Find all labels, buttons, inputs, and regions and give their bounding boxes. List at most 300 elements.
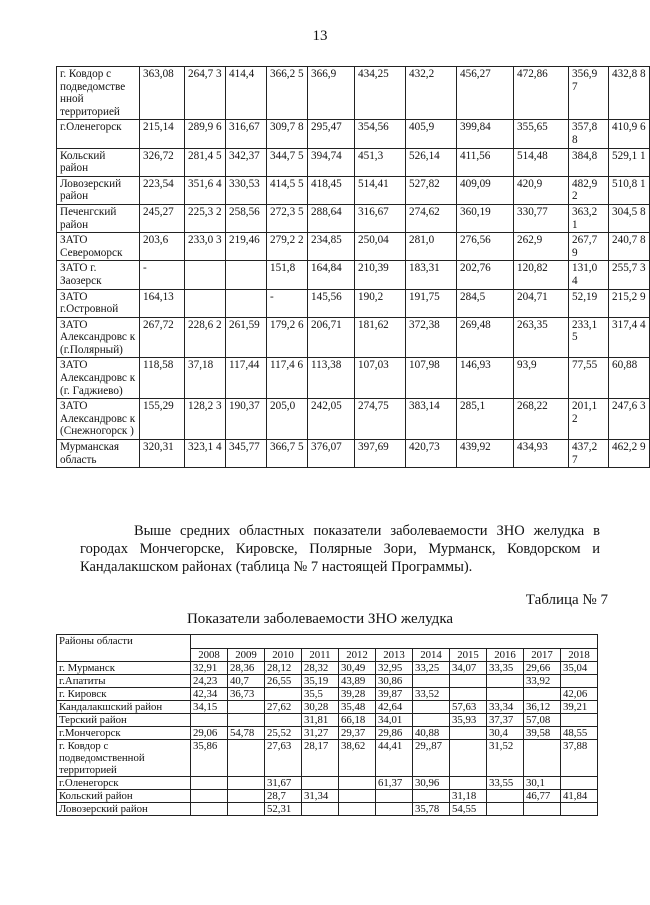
value-cell: 28,36 bbox=[228, 662, 265, 675]
value-cell: 34,15 bbox=[191, 701, 228, 714]
value-cell: 394,74 bbox=[308, 148, 355, 176]
value-cell: 191,75 bbox=[406, 289, 457, 317]
value-cell: 510,8 1 bbox=[609, 176, 650, 204]
value-cell: 30,86 bbox=[376, 675, 413, 688]
region-name-cell: г. Ковдор с подведомственной территорией bbox=[57, 740, 191, 777]
value-cell: 245,27 bbox=[140, 204, 185, 232]
table-row bbox=[57, 777, 598, 790]
table-row bbox=[57, 261, 650, 289]
value-cell bbox=[413, 701, 450, 714]
value-cell: 233,1 5 bbox=[569, 317, 609, 358]
value-cell: 263,35 bbox=[514, 317, 569, 358]
value-cell: 432,8 8 bbox=[609, 67, 650, 120]
value-cell bbox=[413, 675, 450, 688]
value-cell: 32,95 bbox=[376, 662, 413, 675]
year-header-cell: 2017 bbox=[524, 648, 561, 662]
table-row bbox=[57, 662, 598, 675]
value-cell: 183,31 bbox=[406, 261, 457, 289]
value-cell: 482,9 2 bbox=[569, 176, 609, 204]
value-cell: 41,84 bbox=[561, 790, 598, 803]
value-cell: 219,46 bbox=[226, 233, 267, 261]
value-cell: 39,58 bbox=[524, 727, 561, 740]
table-row bbox=[57, 701, 598, 714]
table-row bbox=[57, 714, 598, 727]
region-name-cell: ЗАТО Североморск bbox=[57, 233, 140, 261]
value-cell: 32,91 bbox=[191, 662, 228, 675]
value-cell bbox=[228, 740, 265, 777]
value-cell: 190,37 bbox=[226, 399, 267, 440]
region-name-cell: г.Оленегорск bbox=[57, 120, 140, 148]
value-cell: 202,76 bbox=[457, 261, 514, 289]
table-row bbox=[57, 727, 598, 740]
value-cell: 31,67 bbox=[265, 777, 302, 790]
value-cell: 35,04 bbox=[561, 662, 598, 675]
value-cell: 33,52 bbox=[413, 688, 450, 701]
value-cell: 28,32 bbox=[302, 662, 339, 675]
value-cell: 28,7 bbox=[265, 790, 302, 803]
value-cell bbox=[487, 803, 524, 816]
value-cell bbox=[228, 714, 265, 727]
value-cell: 77,55 bbox=[569, 358, 609, 399]
year-header-cell: 2011 bbox=[302, 648, 339, 662]
value-cell: 399,84 bbox=[457, 120, 514, 148]
value-cell bbox=[487, 688, 524, 701]
value-cell: 250,04 bbox=[355, 233, 406, 261]
value-cell: 33,35 bbox=[487, 662, 524, 675]
value-cell bbox=[524, 688, 561, 701]
value-cell: - bbox=[140, 261, 185, 289]
value-cell bbox=[226, 261, 267, 289]
value-cell: 342,37 bbox=[226, 148, 267, 176]
value-cell: 215,2 9 bbox=[609, 289, 650, 317]
region-name-cell: ЗАТО г.Островной bbox=[57, 289, 140, 317]
value-cell bbox=[561, 803, 598, 816]
year-header-cell: 2016 bbox=[487, 648, 524, 662]
value-cell: 439,92 bbox=[457, 440, 514, 468]
region-name-cell: Кандалакшский район bbox=[57, 701, 191, 714]
value-cell: 434,25 bbox=[355, 67, 406, 120]
value-cell bbox=[561, 675, 598, 688]
value-cell: 26,55 bbox=[265, 675, 302, 688]
value-cell: 269,48 bbox=[457, 317, 514, 358]
value-cell: 37,88 bbox=[561, 740, 598, 777]
region-name-cell: г.Оленегорск bbox=[57, 777, 191, 790]
value-cell bbox=[339, 777, 376, 790]
value-cell: 272,3 5 bbox=[267, 204, 308, 232]
value-cell: 31,52 bbox=[487, 740, 524, 777]
table-row bbox=[57, 740, 598, 777]
value-cell bbox=[376, 790, 413, 803]
value-cell: 437,2 7 bbox=[569, 440, 609, 468]
value-cell: 414,4 bbox=[226, 67, 267, 120]
value-cell: 267,7 9 bbox=[569, 233, 609, 261]
value-cell: 34,01 bbox=[376, 714, 413, 727]
value-cell: 432,2 bbox=[406, 67, 457, 120]
value-cell: 39,21 bbox=[561, 701, 598, 714]
value-cell: 151,8 bbox=[267, 261, 308, 289]
value-cell: 57,63 bbox=[450, 701, 487, 714]
year-header-cell: 2009 bbox=[228, 648, 265, 662]
value-cell bbox=[185, 261, 226, 289]
value-cell: 118,58 bbox=[140, 358, 185, 399]
region-name-cell: ЗАТО Александровс к (Снежногорск ) bbox=[57, 399, 140, 440]
value-cell: 54,78 bbox=[228, 727, 265, 740]
value-cell: 233,0 3 bbox=[185, 233, 226, 261]
value-cell: 247,6 3 bbox=[609, 399, 650, 440]
region-name-cell: г. Кировск bbox=[57, 688, 191, 701]
stomach-cancer-incidence-table bbox=[56, 634, 598, 816]
table-row bbox=[57, 440, 650, 468]
value-cell: 25,52 bbox=[265, 727, 302, 740]
value-cell: 397,69 bbox=[355, 440, 406, 468]
value-cell bbox=[450, 688, 487, 701]
value-cell: 420,73 bbox=[406, 440, 457, 468]
value-cell: 29,66 bbox=[524, 662, 561, 675]
value-cell bbox=[561, 714, 598, 727]
value-cell: 28,17 bbox=[302, 740, 339, 777]
value-cell: 48,55 bbox=[561, 727, 598, 740]
value-cell bbox=[265, 688, 302, 701]
region-name-cell: ЗАТО Александровс к (г.Полярный) bbox=[57, 317, 140, 358]
value-cell: 35,5 bbox=[302, 688, 339, 701]
value-cell: 215,14 bbox=[140, 120, 185, 148]
table-row bbox=[57, 233, 650, 261]
value-cell bbox=[228, 790, 265, 803]
value-cell bbox=[339, 803, 376, 816]
region-name-cell: ЗАТО г. Заозерск bbox=[57, 261, 140, 289]
value-cell: 285,1 bbox=[457, 399, 514, 440]
value-cell: 31,34 bbox=[302, 790, 339, 803]
value-cell: 284,5 bbox=[457, 289, 514, 317]
value-cell: 366,2 5 bbox=[267, 67, 308, 120]
value-cell: 40,7 bbox=[228, 675, 265, 688]
value-cell bbox=[302, 803, 339, 816]
value-cell: 206,71 bbox=[308, 317, 355, 358]
value-cell: 228,6 2 bbox=[185, 317, 226, 358]
value-cell: 46,77 bbox=[524, 790, 561, 803]
value-cell: 354,56 bbox=[355, 120, 406, 148]
table-row bbox=[57, 67, 650, 120]
value-cell: 330,53 bbox=[226, 176, 267, 204]
value-cell: 204,71 bbox=[514, 289, 569, 317]
value-cell: 295,47 bbox=[308, 120, 355, 148]
value-cell: 356,9 7 bbox=[569, 67, 609, 120]
value-cell: 120,82 bbox=[514, 261, 569, 289]
value-cell: 268,22 bbox=[514, 399, 569, 440]
value-cell: 289,9 6 bbox=[185, 120, 226, 148]
page-number: 13 bbox=[312, 28, 328, 44]
value-cell: 27,62 bbox=[265, 701, 302, 714]
value-cell: 451,3 bbox=[355, 148, 406, 176]
value-cell: 35,19 bbox=[302, 675, 339, 688]
table-row bbox=[57, 675, 598, 688]
region-name-cell: г. Мурманск bbox=[57, 662, 191, 675]
value-cell: 117,4 6 bbox=[267, 358, 308, 399]
value-cell bbox=[413, 714, 450, 727]
value-cell: 30,28 bbox=[302, 701, 339, 714]
value-cell: 210,39 bbox=[355, 261, 406, 289]
value-cell: 262,9 bbox=[514, 233, 569, 261]
value-cell: 33,25 bbox=[413, 662, 450, 675]
value-cell bbox=[191, 803, 228, 816]
region-name-cell: Терский район bbox=[57, 714, 191, 727]
value-cell: 363,2 1 bbox=[569, 204, 609, 232]
value-cell: 360,19 bbox=[457, 204, 514, 232]
value-cell: 201,1 2 bbox=[569, 399, 609, 440]
value-cell: 351,6 4 bbox=[185, 176, 226, 204]
value-cell: 434,93 bbox=[514, 440, 569, 468]
value-cell: 344,7 5 bbox=[267, 148, 308, 176]
value-cell: 276,56 bbox=[457, 233, 514, 261]
value-cell: 39,87 bbox=[376, 688, 413, 701]
value-cell: 418,45 bbox=[308, 176, 355, 204]
value-cell: 146,93 bbox=[457, 358, 514, 399]
value-cell: 281,0 bbox=[406, 233, 457, 261]
value-cell: 409,09 bbox=[457, 176, 514, 204]
value-cell: 274,75 bbox=[355, 399, 406, 440]
year-header-cell: 2018 bbox=[561, 648, 598, 662]
value-cell: 30,4 bbox=[487, 727, 524, 740]
value-cell: 52,31 bbox=[265, 803, 302, 816]
summary-paragraph: Выше средних областных показатели заболеваемости ЗНО желудка в городах Мончегорске, Кировске, Полярные Зори, Мурманск, Ковдорском и Кандалакшском районах (таблица № 7 настоящей Программы). bbox=[80, 523, 600, 575]
value-cell: 366,7 5 bbox=[267, 440, 308, 468]
value-cell: 33,92 bbox=[524, 675, 561, 688]
value-cell: 179,2 6 bbox=[267, 317, 308, 358]
value-cell: 164,84 bbox=[308, 261, 355, 289]
value-cell: 128,2 3 bbox=[185, 399, 226, 440]
value-cell: 405,9 bbox=[406, 120, 457, 148]
value-cell: 29,37 bbox=[339, 727, 376, 740]
value-cell: 326,72 bbox=[140, 148, 185, 176]
region-name-cell: г.Апатиты bbox=[57, 675, 191, 688]
value-cell: 43,89 bbox=[339, 675, 376, 688]
table-row bbox=[57, 148, 650, 176]
value-cell: 31,81 bbox=[302, 714, 339, 727]
value-cell: 117,44 bbox=[226, 358, 267, 399]
value-cell: 281,4 5 bbox=[185, 148, 226, 176]
value-cell: 410,9 6 bbox=[609, 120, 650, 148]
value-cell: 131,0 4 bbox=[569, 261, 609, 289]
value-cell bbox=[228, 777, 265, 790]
value-cell: 164,13 bbox=[140, 289, 185, 317]
value-cell: 274,62 bbox=[406, 204, 457, 232]
value-cell: 190,2 bbox=[355, 289, 406, 317]
value-cell bbox=[191, 714, 228, 727]
value-cell: 93,9 bbox=[514, 358, 569, 399]
value-cell: 264,7 3 bbox=[185, 67, 226, 120]
value-cell: 113,38 bbox=[308, 358, 355, 399]
value-cell: 267,72 bbox=[140, 317, 185, 358]
value-cell: 529,1 1 bbox=[609, 148, 650, 176]
value-cell: 411,56 bbox=[457, 148, 514, 176]
value-cell: 35,86 bbox=[191, 740, 228, 777]
value-cell: 37,37 bbox=[487, 714, 524, 727]
value-cell bbox=[450, 727, 487, 740]
table-row bbox=[57, 289, 650, 317]
value-cell: 316,67 bbox=[226, 120, 267, 148]
table-number-label: Таблица № 7 bbox=[525, 592, 608, 608]
value-cell: 57,08 bbox=[524, 714, 561, 727]
value-cell: 472,86 bbox=[514, 67, 569, 120]
year-header-cell: 2008 bbox=[191, 648, 228, 662]
value-cell: 330,77 bbox=[514, 204, 569, 232]
value-cell: 30,49 bbox=[339, 662, 376, 675]
table-row bbox=[57, 120, 650, 148]
value-cell bbox=[185, 289, 226, 317]
value-cell: 34,07 bbox=[450, 662, 487, 675]
value-cell: 420,9 bbox=[514, 176, 569, 204]
region-name-cell: ЗАТО Александровс к (г. Гаджиево) bbox=[57, 358, 140, 399]
value-cell: 40,88 bbox=[413, 727, 450, 740]
value-cell: 288,64 bbox=[308, 204, 355, 232]
value-cell: 155,29 bbox=[140, 399, 185, 440]
value-cell: 414,5 5 bbox=[267, 176, 308, 204]
value-cell: 383,14 bbox=[406, 399, 457, 440]
value-cell bbox=[524, 740, 561, 777]
value-cell: 323,1 4 bbox=[185, 440, 226, 468]
value-cell: 357,8 8 bbox=[569, 120, 609, 148]
table-row bbox=[57, 358, 650, 399]
table-row bbox=[57, 399, 650, 440]
value-cell: 37,18 bbox=[185, 358, 226, 399]
value-cell: 225,3 2 bbox=[185, 204, 226, 232]
table-row bbox=[57, 176, 650, 204]
header-spacer bbox=[191, 635, 598, 649]
value-cell: 456,27 bbox=[457, 67, 514, 120]
value-cell: 261,59 bbox=[226, 317, 267, 358]
value-cell: 366,9 bbox=[308, 67, 355, 120]
value-cell bbox=[450, 777, 487, 790]
table-row bbox=[57, 317, 650, 358]
value-cell: 309,7 8 bbox=[267, 120, 308, 148]
region-name-cell: Кольский район bbox=[57, 790, 191, 803]
year-header-cell: 2010 bbox=[265, 648, 302, 662]
value-cell: 205,0 bbox=[267, 399, 308, 440]
value-cell: 258,56 bbox=[226, 204, 267, 232]
year-header-cell: 2014 bbox=[413, 648, 450, 662]
value-cell: 363,08 bbox=[140, 67, 185, 120]
value-cell: 30,96 bbox=[413, 777, 450, 790]
value-cell: 52,19 bbox=[569, 289, 609, 317]
value-cell: 33,55 bbox=[487, 777, 524, 790]
value-cell bbox=[376, 803, 413, 816]
value-cell: 317,4 4 bbox=[609, 317, 650, 358]
value-cell: 31,27 bbox=[302, 727, 339, 740]
value-cell: 384,8 bbox=[569, 148, 609, 176]
value-cell bbox=[450, 740, 487, 777]
value-cell: 203,6 bbox=[140, 233, 185, 261]
column-header-region: Районы области bbox=[57, 635, 191, 662]
value-cell bbox=[524, 803, 561, 816]
value-cell: 44,41 bbox=[376, 740, 413, 777]
value-cell: 42,34 bbox=[191, 688, 228, 701]
value-cell: 60,88 bbox=[609, 358, 650, 399]
value-cell: 29,,87 bbox=[413, 740, 450, 777]
value-cell: 39,28 bbox=[339, 688, 376, 701]
value-cell: 33,34 bbox=[487, 701, 524, 714]
value-cell: 30,1 bbox=[524, 777, 561, 790]
value-cell: 462,2 9 bbox=[609, 440, 650, 468]
year-header-cell: 2012 bbox=[339, 648, 376, 662]
value-cell: 255,7 3 bbox=[609, 261, 650, 289]
value-cell: 24,23 bbox=[191, 675, 228, 688]
value-cell: 107,03 bbox=[355, 358, 406, 399]
region-name-cell: Ловозерский район bbox=[57, 176, 140, 204]
value-cell: 320,31 bbox=[140, 440, 185, 468]
table-title: Показатели заболеваемости ЗНО желудка bbox=[186, 611, 454, 627]
value-cell: 36,73 bbox=[228, 688, 265, 701]
value-cell bbox=[228, 803, 265, 816]
table-row bbox=[57, 790, 598, 803]
value-cell: 35,78 bbox=[413, 803, 450, 816]
value-cell bbox=[302, 777, 339, 790]
region-name-cell: Ловозерский район bbox=[57, 803, 191, 816]
value-cell: 316,67 bbox=[355, 204, 406, 232]
value-cell: 42,06 bbox=[561, 688, 598, 701]
value-cell: 28,12 bbox=[265, 662, 302, 675]
value-cell: 304,5 8 bbox=[609, 204, 650, 232]
value-cell: 29,86 bbox=[376, 727, 413, 740]
value-cell: 372,38 bbox=[406, 317, 457, 358]
value-cell bbox=[265, 714, 302, 727]
value-cell: 526,14 bbox=[406, 148, 457, 176]
region-name-cell: Мурманская область bbox=[57, 440, 140, 468]
value-cell bbox=[413, 790, 450, 803]
value-cell bbox=[339, 790, 376, 803]
value-cell bbox=[450, 675, 487, 688]
header-row bbox=[57, 635, 598, 649]
value-cell bbox=[228, 701, 265, 714]
value-cell: 527,82 bbox=[406, 176, 457, 204]
value-cell bbox=[487, 675, 524, 688]
value-cell: 514,41 bbox=[355, 176, 406, 204]
region-name-cell: Печенгский район bbox=[57, 204, 140, 232]
value-cell bbox=[561, 777, 598, 790]
value-cell: 27,63 bbox=[265, 740, 302, 777]
value-cell: 223,54 bbox=[140, 176, 185, 204]
region-name-cell: г. Ковдор с подведомстве нной территорией bbox=[57, 67, 140, 120]
value-cell bbox=[191, 777, 228, 790]
incidence-table-continued bbox=[56, 66, 650, 468]
value-cell: 42,64 bbox=[376, 701, 413, 714]
value-cell: 145,56 bbox=[308, 289, 355, 317]
value-cell: 36,12 bbox=[524, 701, 561, 714]
value-cell: 66,18 bbox=[339, 714, 376, 727]
value-cell: 38,62 bbox=[339, 740, 376, 777]
year-header-cell: 2015 bbox=[450, 648, 487, 662]
value-cell: 29,06 bbox=[191, 727, 228, 740]
year-header-cell: 2013 bbox=[376, 648, 413, 662]
value-cell: 240,7 8 bbox=[609, 233, 650, 261]
value-cell: 234,85 bbox=[308, 233, 355, 261]
table-row bbox=[57, 803, 598, 816]
value-cell: 31,18 bbox=[450, 790, 487, 803]
value-cell: 107,98 bbox=[406, 358, 457, 399]
value-cell: 345,77 bbox=[226, 440, 267, 468]
value-cell: - bbox=[267, 289, 308, 317]
value-cell: 355,65 bbox=[514, 120, 569, 148]
value-cell: 279,2 2 bbox=[267, 233, 308, 261]
value-cell bbox=[487, 790, 524, 803]
value-cell: 181,62 bbox=[355, 317, 406, 358]
value-cell: 35,93 bbox=[450, 714, 487, 727]
value-cell: 61,37 bbox=[376, 777, 413, 790]
value-cell bbox=[191, 790, 228, 803]
value-cell bbox=[226, 289, 267, 317]
value-cell: 376,07 bbox=[308, 440, 355, 468]
table-row bbox=[57, 688, 598, 701]
value-cell: 514,48 bbox=[514, 148, 569, 176]
